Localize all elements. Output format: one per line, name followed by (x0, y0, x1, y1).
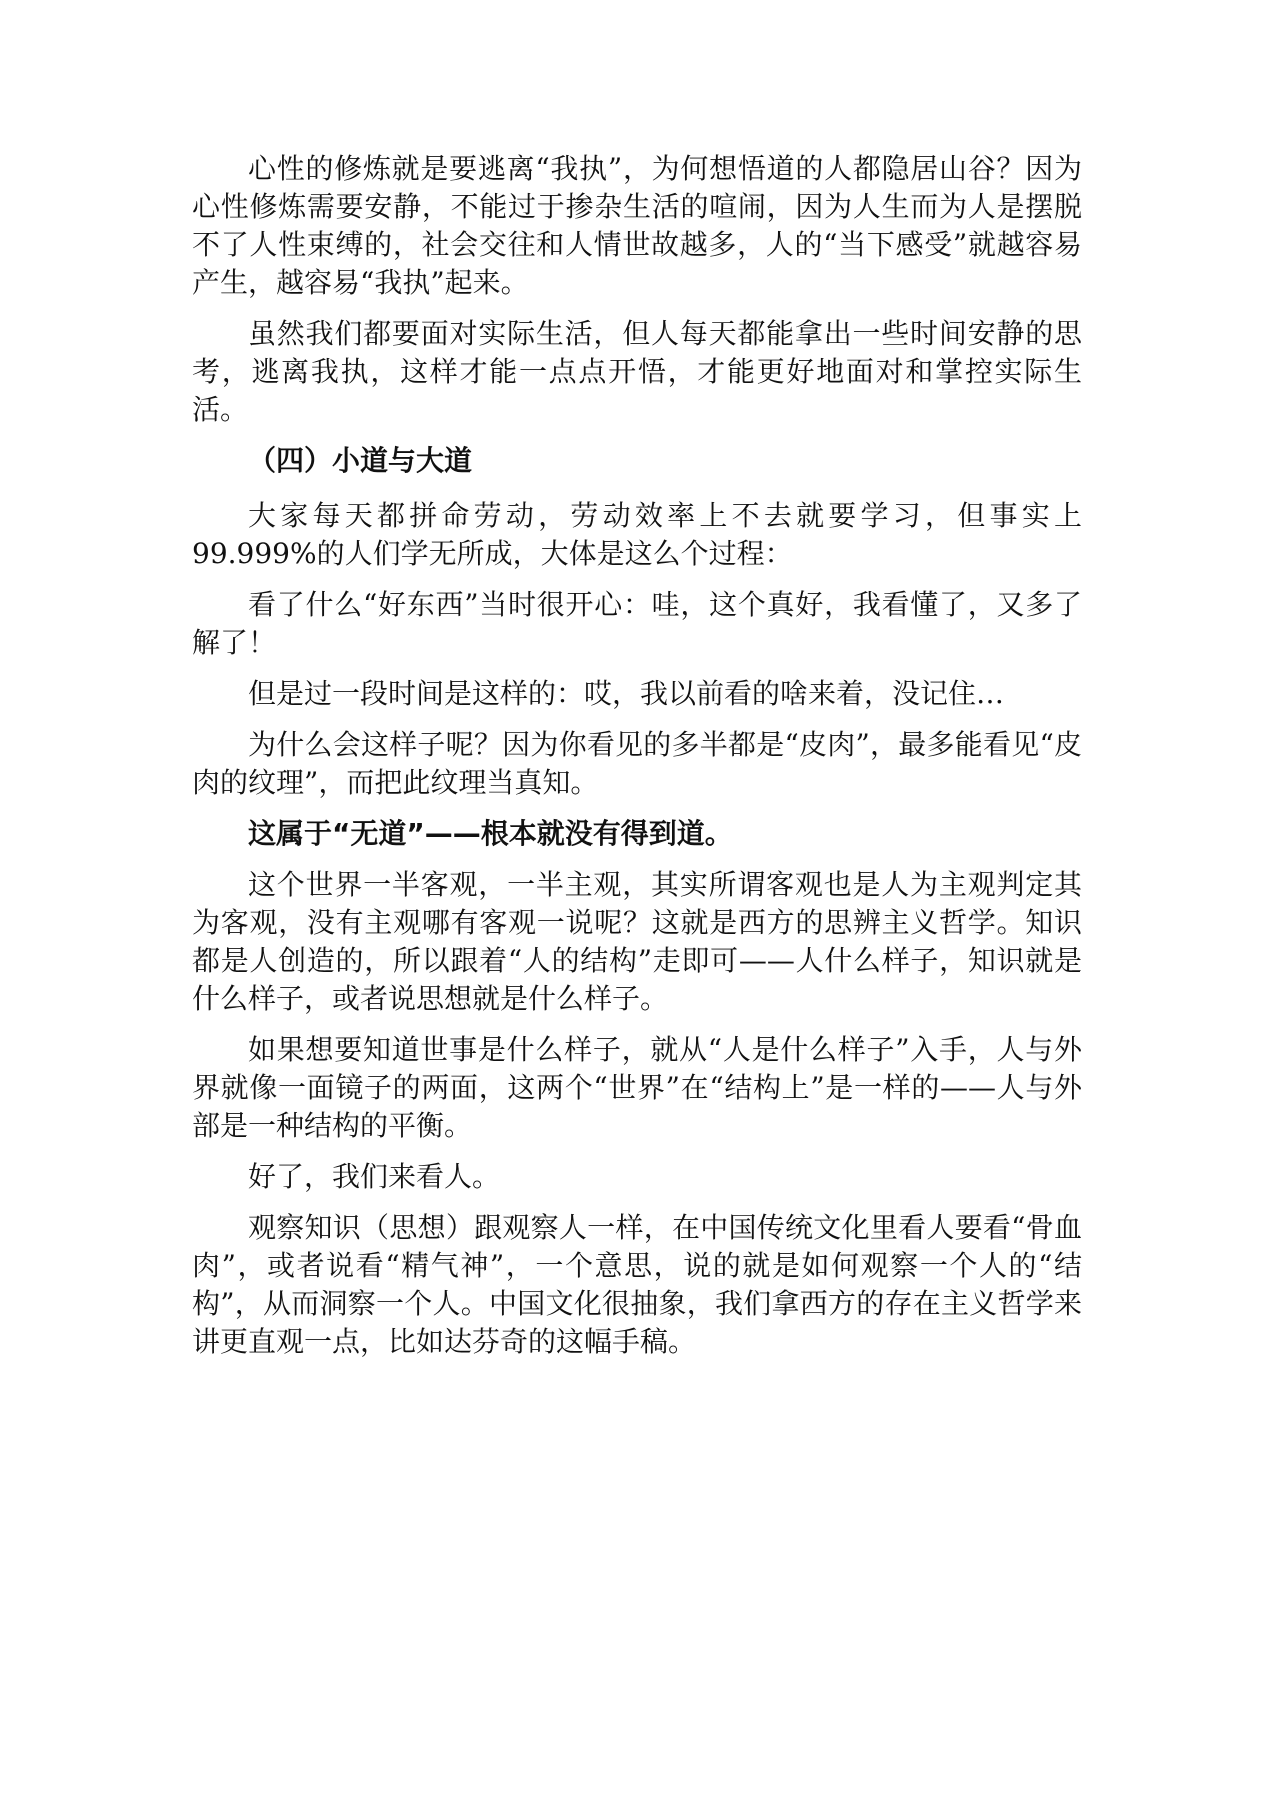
bold-statement: 这属于“无道”——根本就没有得到道。 (248, 817, 733, 850)
paragraph-good-things: 看了什么“好东西”当时很开心：哇，这个真好，我看懂了，又多了解了！ (192, 588, 1082, 659)
paragraph-mirror: 如果想要知道世事是什么样子，就从“人是什么样子”入手，人与外界就像一面镜子的两面，这两个“世界”在“结构上”是一样的——人与外部是一种结构的平衡。 (192, 1033, 1082, 1142)
paragraph-forgot: 但是过一段时间是这样的：哎，我以前看的啥来着，没记住… (248, 677, 1005, 710)
paragraph-look-at-people: 好了，我们来看人。 (248, 1160, 501, 1193)
paragraph-observe-structure: 观察知识（思想）跟观察人一样，在中国传统文化里看人要看“骨血肉”，或者说看“精气神”，一个意思，说的就是如何观察一个人的“结构”，从而洞察一个人。中国文化很抽象，我们拿西方的存在主义哲学来讲更直观一点，比如达芬奇的这幅手稿。 (192, 1211, 1082, 1358)
document-body (192, 150, 1082, 1374)
paragraph-mind-cultivation: 心性的修炼就是要逃离“我执”，为何想悟道的人都隐居山谷？因为心性修炼需要安静，不能过于掺杂生活的喧闹，因为人生而为人是摆脱不了人性束缚的，社会交往和人情世故越多，人的“当下感受”就越容易产生，越容易“我执”起来。 (192, 152, 1082, 299)
paragraph-learning: 大家每天都拼命劳动，劳动效率上不去就要学习，但事实上99.999%的人们学无所成，大体是这么个过程： (192, 499, 1082, 570)
paragraph-objective-subjective: 这个世界一半客观，一半主观，其实所谓客观也是人为主观判定其为客观，没有主观哪有客观一说呢？这就是西方的思辨主义哲学。知识都是人创造的，所以跟着“人的结构”走即可——人什么样子，知识就是什么样子，或者说思想就是什么样子。 (192, 868, 1082, 1015)
paragraph-why: 为什么会这样子呢？因为你看见的多半都是“皮肉”，最多能看见“皮肉的纹理”，而把此纹理当真知。 (192, 728, 1082, 799)
paragraph-daily-life: 虽然我们都要面对实际生活，但人每天都能拿出一些时间安静的思考，逃离我执，这样才能一点点开悟，才能更好地面对和掌控实际生活。 (192, 317, 1082, 426)
section-heading: （四）小道与大道 (248, 444, 473, 477)
